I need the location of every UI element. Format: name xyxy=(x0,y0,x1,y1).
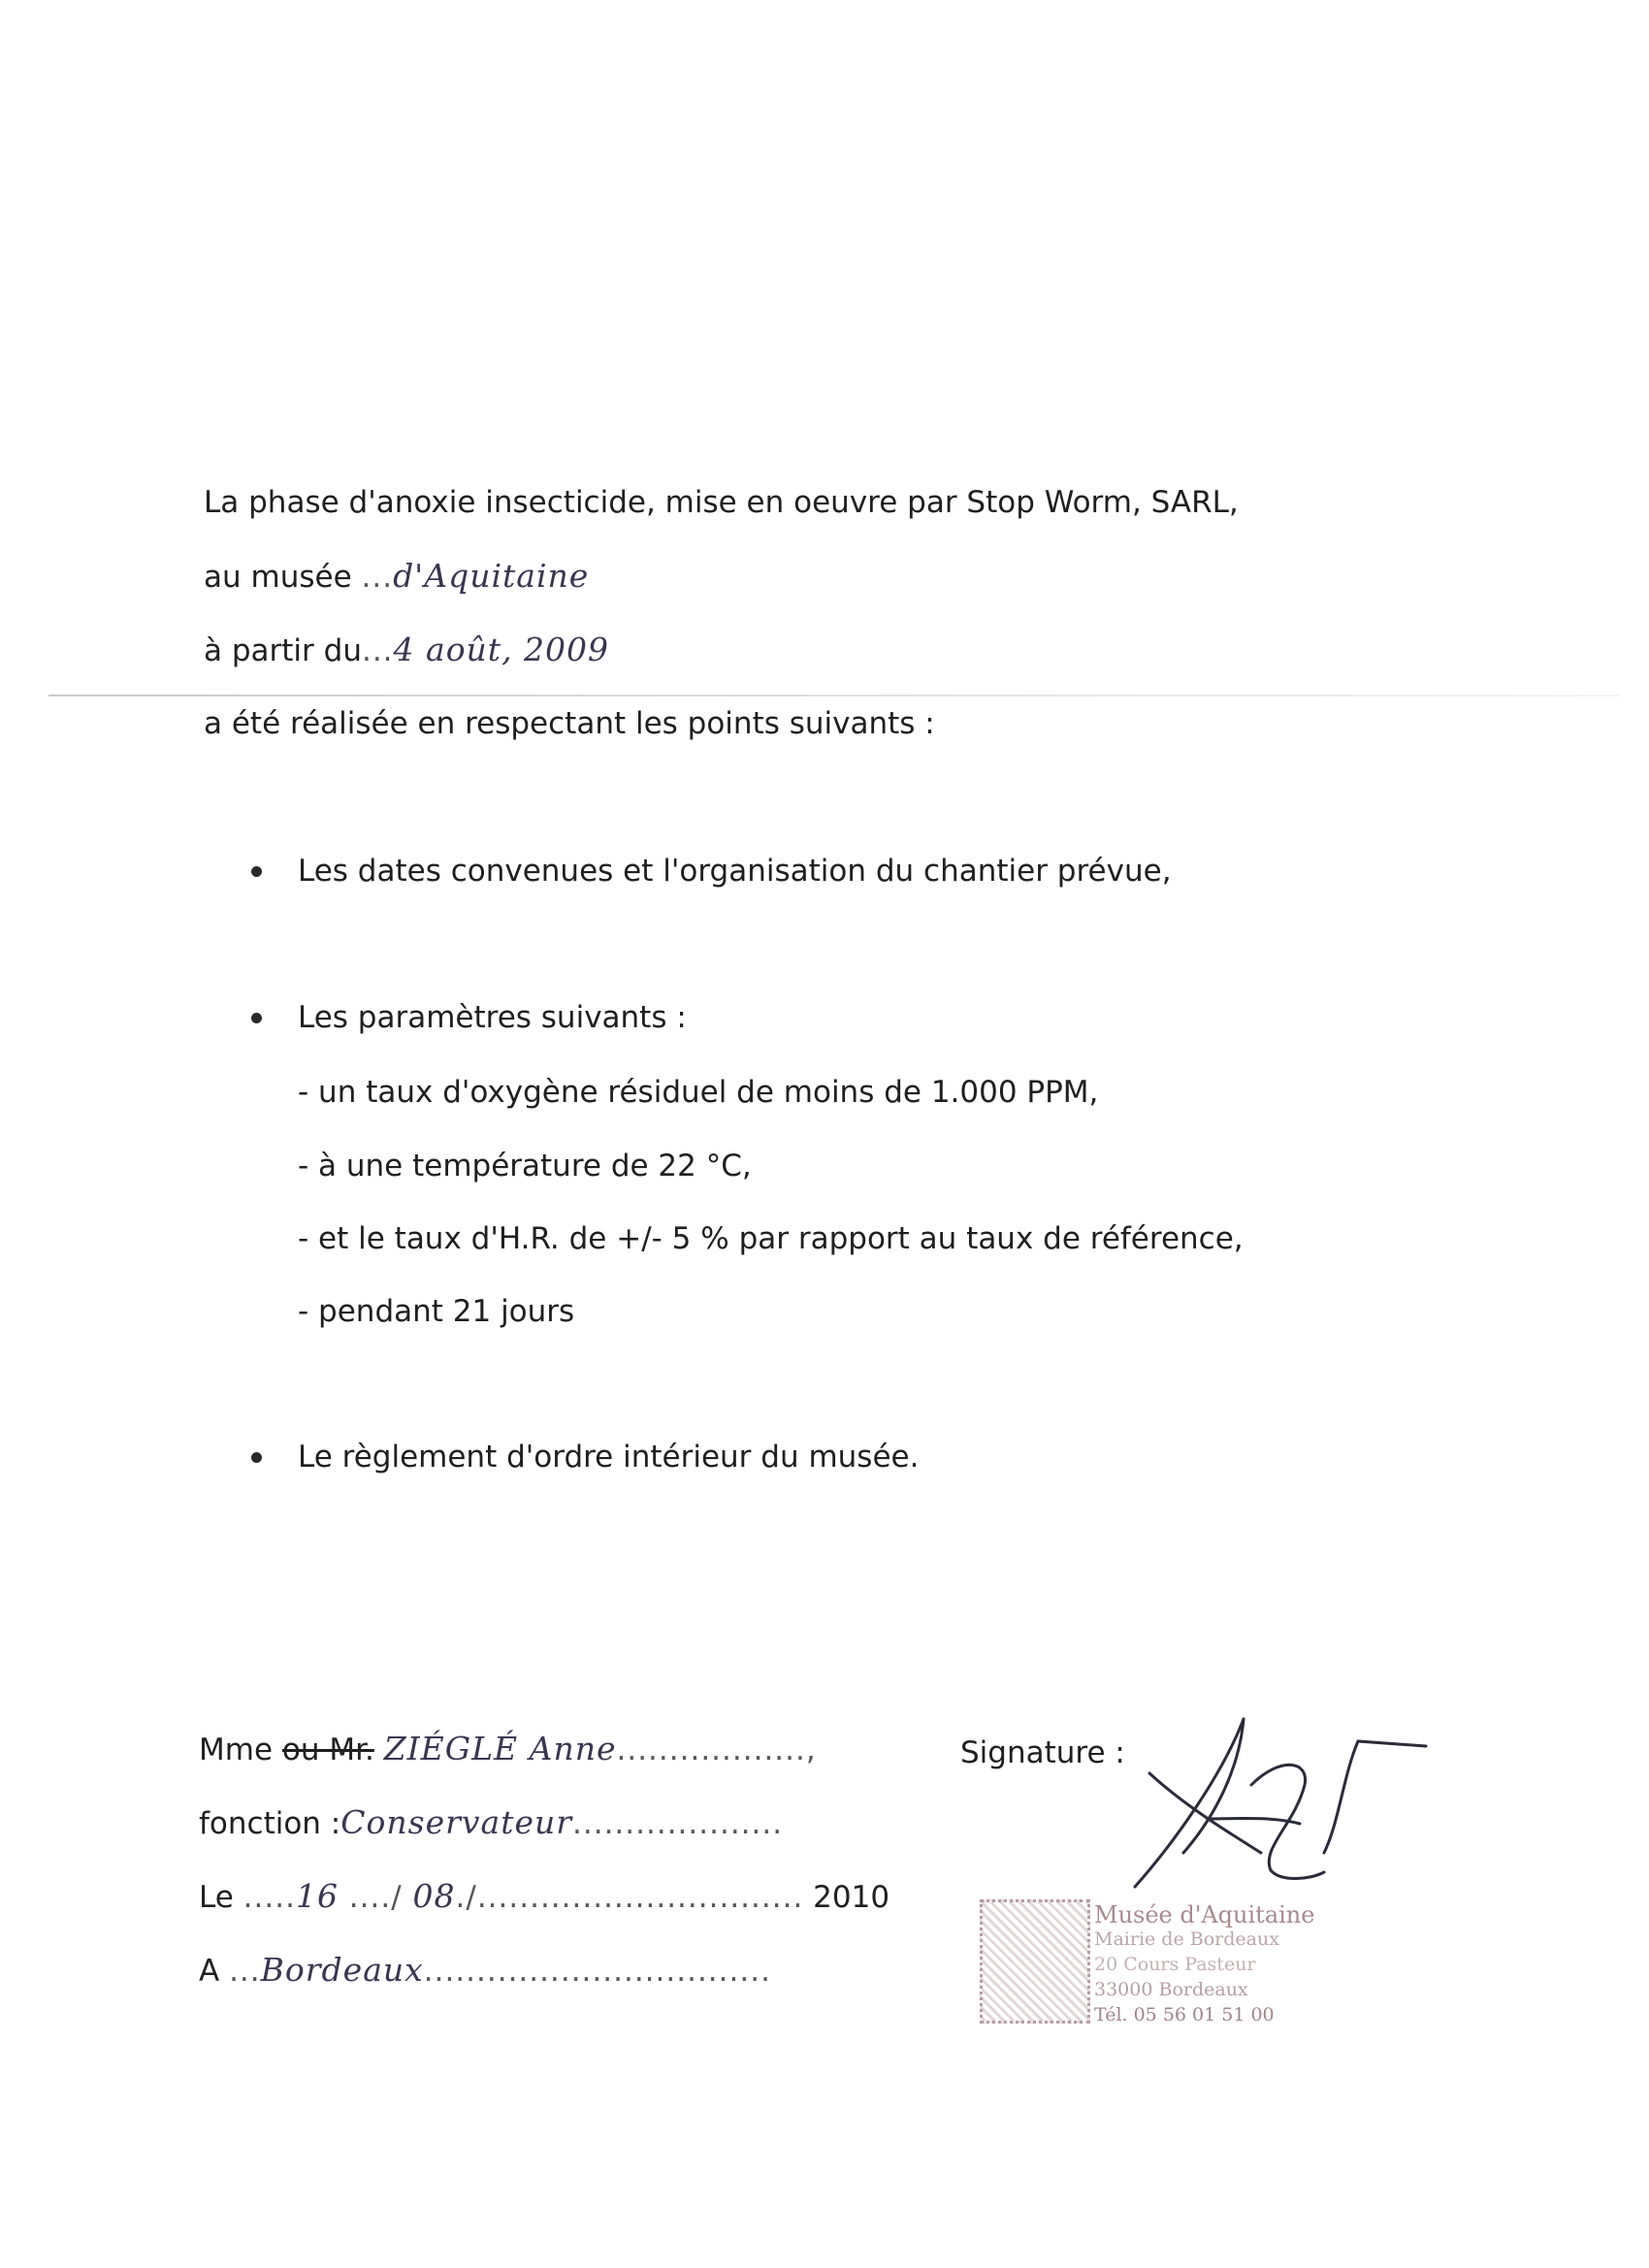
a-dots: ................................. xyxy=(423,1954,771,1989)
a-handwritten-value: Bordeaux xyxy=(260,1951,424,1989)
param-duree: - pendant 21 jours xyxy=(298,1294,575,1329)
bullet-dot xyxy=(251,1452,262,1463)
le-dots: ..../ xyxy=(338,1880,413,1915)
bullet-dot xyxy=(251,1013,262,1023)
museum-stamp xyxy=(980,1899,1315,2045)
le-dots: ./............................... xyxy=(455,1880,804,1915)
signature-label: Signature : xyxy=(960,1735,1125,1770)
le-label: Le xyxy=(199,1880,234,1915)
name-dots: .................., xyxy=(616,1733,817,1767)
intro-line-4: a été réalisée en respectant les points suivants : xyxy=(204,706,935,741)
a-dots: ... xyxy=(229,1954,261,1989)
fonction-label: fonction : xyxy=(199,1806,341,1841)
fonction-handwritten-value: Conservateur xyxy=(340,1803,573,1841)
mr-struck-label: ou Mr. xyxy=(281,1733,374,1767)
date-signature-line xyxy=(199,1877,889,1917)
stamp-line-4: 33000 Bordeaux xyxy=(1094,1979,1248,2000)
fonction-line xyxy=(199,1803,783,1843)
handwritten-signature xyxy=(1116,1707,1436,1892)
place-line xyxy=(199,1951,771,1991)
stamp-line-2: Mairie de Bordeaux xyxy=(1094,1928,1279,1950)
mme-label: Mme xyxy=(199,1733,274,1767)
stamp-emblem xyxy=(980,1899,1090,2024)
date-handwritten-value: 4 août, 2009 xyxy=(393,631,610,668)
museum-dots: ... xyxy=(361,560,394,595)
param-humidite: - et le taux d'H.R. de +/- 5 % par rapport au taux de référence, xyxy=(298,1221,1244,1256)
a-label: A xyxy=(199,1954,220,1989)
le-day-value: 16 xyxy=(295,1877,339,1915)
param-temperature: - à une température de 22 °C, xyxy=(298,1149,752,1183)
intro-line-1: La phase d'anoxie insecticide, mise en oeuvre par Stop Worm, SARL, xyxy=(204,485,1239,520)
scan-fold-line xyxy=(48,695,1620,697)
date-dots: ... xyxy=(361,633,394,668)
fonction-dots: .................... xyxy=(572,1806,784,1841)
point-reglement: Le règlement d'ordre intérieur du musée. xyxy=(298,1440,920,1474)
bullet-dot xyxy=(251,866,262,877)
point-dates: Les dates convenues et l'organisation du chantier prévue, xyxy=(298,854,1172,889)
date-label: à partir du xyxy=(204,633,362,668)
date-line xyxy=(204,631,609,670)
stamp-line-1: Musée d'Aquitaine xyxy=(1094,1901,1315,1928)
stamp-line-5: Tél. 05 56 01 51 00 xyxy=(1094,2004,1275,2025)
museum-line xyxy=(204,557,589,597)
point-parametres: Les paramètres suivants : xyxy=(298,1000,687,1035)
name-line xyxy=(199,1730,817,1769)
name-handwritten-value: ZIÉGLÉ Anne xyxy=(383,1730,617,1767)
museum-handwritten-value: d'Aquitaine xyxy=(393,557,590,595)
le-month-value: 08 xyxy=(412,1877,456,1915)
museum-label: au musée xyxy=(204,560,352,595)
stamp-line-3: 20 Cours Pasteur xyxy=(1094,1954,1256,1975)
le-year: 2010 xyxy=(813,1880,890,1915)
le-dots: ..... xyxy=(242,1880,296,1915)
param-oxygene: - un taux d'oxygène résiduel de moins de 1.000 PPM, xyxy=(298,1075,1099,1110)
